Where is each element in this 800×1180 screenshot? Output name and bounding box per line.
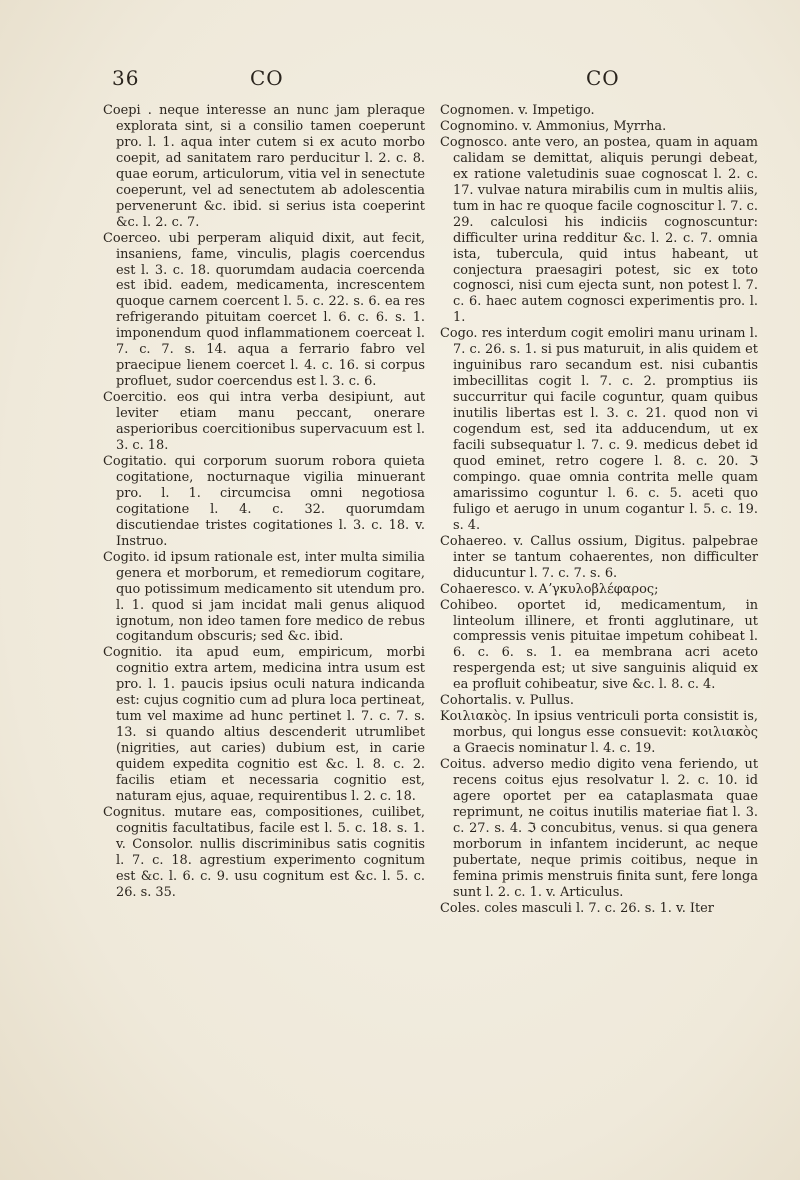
entry-headword: Cogitatio bbox=[103, 453, 163, 469]
guide-word-left: CO bbox=[250, 66, 284, 90]
dictionary-entry bbox=[103, 645, 425, 805]
entry-definition: . neque interesse an nunc jam pleraque explorata sint, si a consilio tamen coeperunt pro. l. 1. aqua inter cutem si ex acuto morbo coepit, ad sanitatem raro perducitur l. 2. c. 8. quae eorum, articulorum, vitia vel in senectute coeperunt, vel ad senectutem ab adolescentia pervenerunt &c. ibid. si serius ista coeperint &c. l. 2. c. 7. bbox=[116, 103, 425, 230]
entry-definition: . qui corporum suorum robora quieta cogitatione, nocturnaque vigilia minuerant pro. l. 1. circumcisa omni negotiosa cogitatione l. 4. c. 32. quorumdam discutiendae tristes cogitationes l. 3. c. 18. v. Instruo. bbox=[116, 453, 425, 549]
dictionary-entry bbox=[103, 390, 425, 454]
entry-headword: Cognosco bbox=[440, 134, 504, 150]
dictionary-entry bbox=[103, 805, 425, 901]
entry-headword: Cogito bbox=[103, 549, 146, 565]
entry-headword: Cognitus bbox=[103, 804, 162, 820]
dictionary-entry bbox=[440, 709, 758, 757]
entry-headword: Coerceo bbox=[103, 230, 157, 246]
entry-headword: Cohibeo bbox=[440, 597, 494, 613]
entry-definition: . mutare eas, compositiones, cuilibet, cognitis facultatibus, facile est l. 5. c. 18. s. 1. v. Consolor. nullis discriminibus satis cognitis l. 7. c. 18. agrestium experimento cognitum est &c. l. 6. c. 9. usu cognitum est &c. l. 5. c. 26. s. 35. bbox=[116, 804, 425, 900]
dictionary-entry bbox=[103, 454, 425, 550]
entry-headword: Coles bbox=[440, 900, 476, 916]
entry-definition: . oportet id, medicamentum, in linteolum illinere, et fronti agglutinare, ut compressis venis pituitae impetum cohibeat l. 6. c. 6. s. 1. ea membrana acri aceto respergenda est; ut sive sanguinis aliquid ex ea profluit cohibeatur, sive &c. l. 8. c. 4. bbox=[453, 597, 758, 693]
entry-definition: . v. Ammonius, Myrrha. bbox=[514, 118, 667, 134]
entry-definition: . v. Αʼγκυλοβλέφαρος; bbox=[516, 581, 659, 597]
dictionary-entry bbox=[440, 757, 758, 901]
entry-headword: Cognomino bbox=[440, 118, 515, 134]
entry-headword: Κοιλιακὸς bbox=[440, 709, 508, 725]
entry-headword: Cohortalis bbox=[440, 693, 508, 709]
dictionary-entry bbox=[103, 103, 425, 231]
entry-definition: . In ipsius ventriculi porta consistit is, morbus, qui longus esse consuevit: κοιλιακὸς a Graecis nominatur l. 4. c. 19. bbox=[453, 709, 758, 757]
dictionary-entry bbox=[440, 901, 758, 917]
dictionary-entry bbox=[440, 103, 758, 119]
dictionary-entry bbox=[440, 598, 758, 694]
entry-headword: Coepi bbox=[103, 103, 141, 118]
entry-definition: . ita apud eum, empiricum, morbi cognitio extra artem, medicina intra usum est pro. l. 1. paucis ipsius oculi natura indicanda est: cujus cognitio cum ad plura loca pertineat, tum vel maxime ad hunc pertinet l. 7. c. 7. s. 13. si quando altius descenderit utrumlibet (nigrities, aut caries) dubium est, in carie quidem expedita cognitio est &c. l. 8. c. 2. facilis etiam et necessaria cognitio est, naturam ejus, aquae, requirentibus l. 2. c. 18. bbox=[116, 645, 425, 804]
entry-definition: . eos qui intra verba desipiunt, aut leviter etiam manu peccant, onerare asperioribus coercitionibus supervacuum est l. 3. c. 18. bbox=[116, 390, 425, 454]
entry-headword: Coercitio bbox=[103, 390, 163, 406]
running-header bbox=[112, 66, 752, 100]
page-number: 36 bbox=[112, 66, 140, 90]
entry-headword: Cogo bbox=[440, 326, 474, 342]
dictionary-entry bbox=[440, 582, 758, 598]
entry-definition: . v. Callus ossium, Digitus. palpebrae inter se tantum cohaerentes, non difficulter diducuntur l. 7. c. 7. s. 6. bbox=[453, 533, 758, 581]
dictionary-entry bbox=[440, 119, 758, 135]
dictionary-entry bbox=[103, 231, 425, 391]
entry-definition: . v. Impetigo. bbox=[510, 103, 595, 118]
entry-definition: . res interdum cogit emoliri manu urinam l. 7. c. 26. s. 1. si pus maturuit, in alis quidem et inguinibus raro secandum est. nisi cubantis imbecillitas cogit l. 7. c. 2. promptius iis succurritur qui facile coguntur, quam quibus inutilis libertas est l. 3. c. 21. quod non vi cogendum est, sed ita adducendum, ut ex facili subsequatur l. 7. c. 9. medicus debet id quod eminet, retro cogere l. 8. c. 20. ℑ compingo. quae omnia contrita melle quam amarissimo coguntur l. 6. c. 5. aceti quo fuligo et aerugo in unum cogantur l. 5. c. 19. s. 4. bbox=[453, 326, 758, 533]
entry-definition: . coles masculi l. 7. c. 26. s. 1. v. Iter bbox=[476, 900, 714, 916]
right-column bbox=[440, 103, 758, 917]
left-column bbox=[103, 103, 425, 901]
dictionary-entry bbox=[440, 693, 758, 709]
entry-headword: Cohaeresco bbox=[440, 581, 517, 597]
entry-headword: Cohaereo bbox=[440, 533, 503, 549]
entry-definition: . v. Pullus. bbox=[507, 693, 574, 709]
entry-definition: . ante vero, an postea, quam in aquam calidam se demittat, aliquis perungi debeat, ex ratione valetudinis suae cognoscat l. 2. c. 17. vulvae natura mirabilis cum in multis aliis, tum in hac re quoque facile cognoscitur l. 7. c. 29. calculosi his indiciis cognoscuntur: difficulter urina redditur &c. l. 2. c. 7. omnia ista, tubercula, quid intus habeant, ut conjectura praesagiri potest, sic ex toto cognosci, nisi cum ejecta sunt, non potest l. 7. c. 6. haec autem cognosci experimentis pro. l. 1. bbox=[453, 134, 758, 326]
entry-headword: Cognomen bbox=[440, 103, 511, 118]
dictionary-entry bbox=[440, 135, 758, 326]
dictionary-entry bbox=[440, 326, 758, 533]
entry-definition: . adverso medio digito vena feriendo, ut recens coitus ejus resolvatur l. 2. c. 10. id agere oportet per ea cataplasmata quae reprimunt, ne coitus inutilis materiae fiat l. 3. c. 27. s. 4. ℑ concubitus, venus. si qua genera morborum in infantem inciderunt, ac neque pubertate, neque primis coitibus, neque in femina primis menstruis finita sunt, fere longa sunt l. 2. c. 1. v. Articulus. bbox=[453, 757, 758, 900]
entry-headword: Cognitio bbox=[103, 645, 159, 661]
entry-definition: . id ipsum rationale est, inter multa similia genera et morborum, et remediorum cogitare, quo potissimum medicamento sit utendum pro. l. 1. quod si jam incidat mali genus aliquod ignotum, non ideo tamen fore medico de rebus cogitandum obscuris; sed &c. ibid. bbox=[116, 549, 425, 645]
dictionary-entry bbox=[440, 534, 758, 582]
guide-word-right: CO bbox=[586, 66, 620, 90]
entry-definition: . ubi perperam aliquid dixit, aut fecit, insaniens, fame, vinculis, plagis coercendus est l. 3. c. 18. quorumdam audacia coercenda est ibid. eadem, medicamenta, increscentem quoque carnem coercent l. 5. c. 22. s. 6. ea res refrigerando pituitam coercet l. 6. c. 6. s. 1. imponendum quod inflammationem coerceat l. 7. c. 7. s. 14. aqua a ferrario fabro vel praecipue lienem coercet l. 4. c. 16. si corpus profluet, sudor coercendus est l. 3. c. 6. bbox=[116, 230, 425, 390]
dictionary-entry bbox=[103, 550, 425, 646]
entry-headword: Coitus bbox=[440, 757, 482, 773]
